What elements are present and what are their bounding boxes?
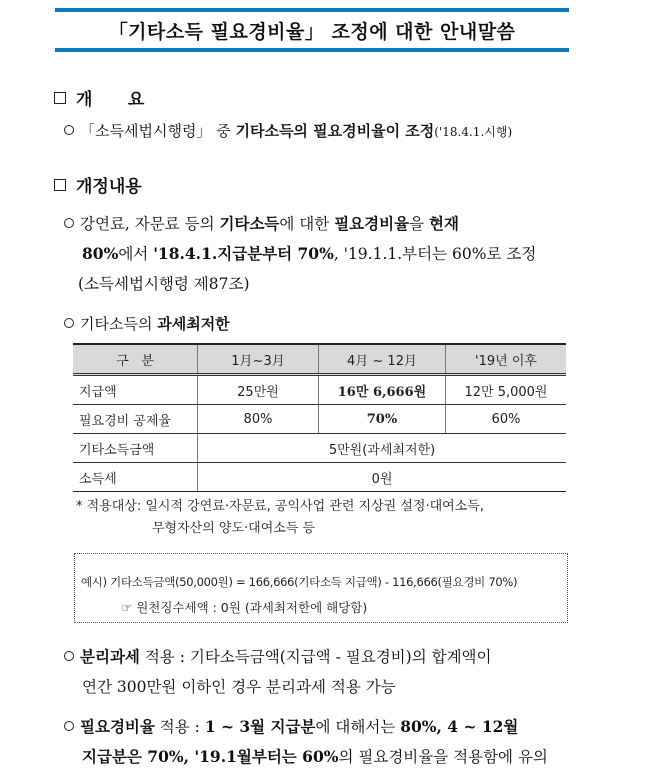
separate-tax-item-line2: 연간 300만원 이하인 경우 분리과세 적용 가능	[82, 678, 396, 696]
example-line1: 예시) 기타소득금액(50,000원) = 166,666(기타소득 지급액) - 116,666(필요경비 70%)	[81, 575, 518, 589]
section-heading-text: 개정내용	[76, 177, 142, 197]
section-heading-text: 개 요	[76, 90, 145, 110]
separate-tax-item-line1	[64, 645, 491, 667]
table-row-label: 기타소득금액	[73, 434, 198, 463]
circle-bullet-icon	[64, 125, 74, 135]
table-cell: 25만원	[198, 375, 319, 405]
table-header: '19년 이후	[446, 344, 567, 375]
table-header: 1月~3月	[198, 344, 319, 375]
table-row-label: 지급액	[73, 375, 198, 405]
table-cell: 16만 6,666원	[319, 375, 446, 405]
table-row	[73, 405, 566, 434]
text: (소득세법시행령 제87조)	[78, 275, 250, 293]
text-bold: 과세최저한	[157, 315, 230, 333]
table-cell: 60%	[446, 405, 567, 434]
circle-bullet-icon	[64, 651, 74, 661]
section-heading-changes	[54, 172, 142, 197]
text: 에서	[118, 245, 154, 263]
text: , '19.1.1.부터는 60%로 조정	[333, 245, 537, 263]
text-bold: 필요경비율	[334, 214, 410, 233]
text-bold: 현재	[428, 214, 459, 233]
table-row	[73, 375, 566, 405]
threshold-table	[73, 343, 566, 492]
text: ('18.4.1.시행)	[434, 125, 513, 139]
text: 에 대한	[279, 215, 335, 233]
text: 을	[409, 215, 429, 233]
text: 적용 :	[154, 718, 205, 736]
table-cell: 12만 5,000원	[446, 375, 567, 405]
section-heading-overview	[54, 85, 144, 110]
text: 기타소득의	[80, 315, 158, 333]
footnote-line1: * 적용대상: 일시적 강연료·자문료, 공익사업 관련 지상권 설정·대여소득,	[76, 499, 484, 514]
text-bold: 지급분은 70%, '19.1월부터는 60%	[82, 747, 339, 766]
table-row-label: 필요경비 공제율	[73, 405, 198, 434]
text-bold: 기타소득	[219, 214, 280, 233]
changes-item-line1	[64, 212, 459, 234]
circle-bullet-icon	[64, 318, 74, 328]
text-bold: 필요경비율	[80, 717, 155, 736]
table-header-row	[73, 344, 566, 375]
text-bold: 분리과세	[80, 647, 140, 666]
example-box	[74, 553, 568, 623]
square-bullet-icon	[54, 92, 66, 104]
table-cell: 80%	[198, 405, 319, 434]
text: 적용 : 기타소득금액(지급액 - 필요경비)의 합계액이	[139, 648, 492, 666]
example-line2	[121, 598, 367, 616]
table-row	[73, 434, 566, 463]
footnote-line2: 무형자산의 양도·대여소득 등	[152, 521, 316, 536]
expense-rate-item-line2	[82, 745, 548, 767]
table-header: 4月 ~ 12月	[319, 344, 446, 375]
text-bold: 80%	[82, 244, 119, 263]
text: 원천징수세액 : 0원 (과세최저한에 해당함)	[136, 600, 368, 615]
table-cell: 0원	[198, 463, 567, 492]
square-bullet-icon	[54, 179, 66, 191]
expense-rate-item-line1	[64, 715, 518, 737]
text-bold: 기타소득의 필요경비율이 조정	[235, 122, 435, 140]
text: 의 필요경비율을 적용함에 유의	[338, 748, 548, 766]
pointing-hand-icon: ☞	[121, 600, 133, 615]
table-cell: 70%	[319, 405, 446, 434]
table-row	[73, 463, 566, 492]
table-cell: 5만원(과세최저한)	[198, 434, 567, 463]
text-bold: 80%, 4 ~ 12월	[400, 717, 519, 736]
title-banner	[55, 8, 569, 52]
page-title: 「기타소득 필요경비율」 조정에 대한 안내말씀	[108, 20, 516, 43]
text: 강연료, 자문료 등의	[80, 215, 220, 233]
table-row-label: 소득세	[73, 463, 198, 492]
changes-item-line3	[78, 272, 250, 294]
threshold-item	[64, 313, 230, 334]
text-bold: 1 ~ 3월 지급분	[204, 717, 316, 736]
overview-item	[64, 120, 512, 141]
circle-bullet-icon	[64, 721, 74, 731]
text: 「소득세법시행령」 중	[80, 122, 236, 140]
table-header: 구 분	[73, 344, 198, 375]
text-bold: '18.4.1.지급분부터 70%	[153, 244, 334, 263]
changes-item-line2	[82, 242, 536, 264]
text: 에 대해서는	[315, 718, 401, 736]
circle-bullet-icon	[64, 218, 74, 228]
